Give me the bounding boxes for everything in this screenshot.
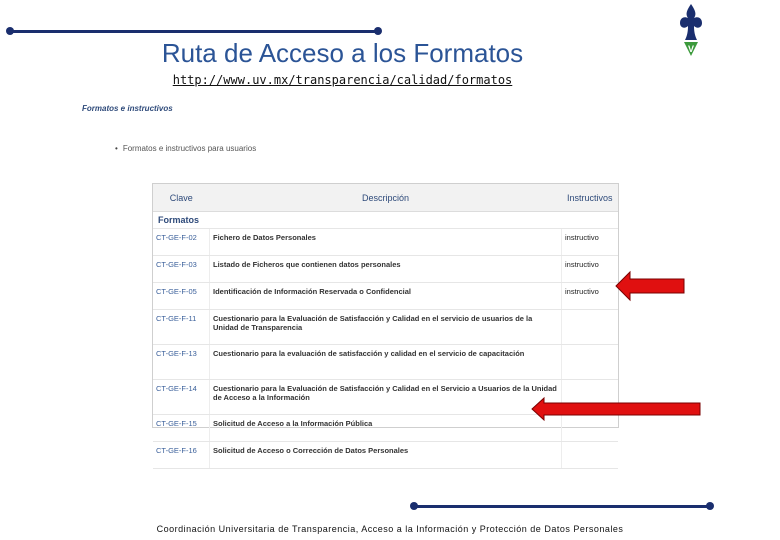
table-row [153,442,618,469]
row-instructivo-link[interactable]: instructivo [562,256,619,283]
table-group-label: Formatos [153,212,618,229]
table-row [153,256,618,283]
bottom-line-left-dot [410,502,418,510]
row-clave: CT-GE-F-02 [153,229,210,256]
column-header-clave: Clave [153,184,210,212]
red-arrow-icon [616,268,686,304]
bottom-line-right-dot [706,502,714,510]
table-row [153,229,618,256]
row-instructivo-cell [562,310,619,345]
row-clave: CT-GE-F-15 [153,415,210,442]
row-instructivo-cell [562,345,619,380]
formats-for-users-link[interactable]: • Formatos e instructivos para usuarios [115,144,256,153]
top-line-left-dot [6,27,14,35]
row-instructivo-link[interactable]: instructivo [562,229,619,256]
formats-table [152,183,619,455]
row-description-link[interactable]: Listado de Ficheros que contienen datos personales [210,256,562,283]
table-row [153,283,618,310]
row-instructivo-cell [562,442,619,469]
row-description-link[interactable]: Solicitud de Acceso a la Información Pública [210,415,562,442]
row-clave: CT-GE-F-11 [153,310,210,345]
section-heading: Formatos e instructivos [82,104,173,113]
footer-text: Coordinación Universitaria de Transparencia, Acceso a la Información y Protección de Datos Personales [156,524,624,534]
row-description-link[interactable]: Cuestionario para la evaluación de satisfacción y calidad en el servicio de capacitación [210,345,562,380]
row-description-link[interactable]: Solicitud de Acceso o Corrección de Datos Personales [210,442,562,469]
row-clave: CT-GE-F-05 [153,283,210,310]
bottom-decorative-line [414,505,710,508]
top-line-right-dot [374,27,382,35]
row-clave: CT-GE-F-13 [153,345,210,380]
column-header-instructivos: Instructivos [562,184,619,212]
row-description-link[interactable]: Cuestionario para la Evaluación de Satisfacción y Calidad en el servicio de usuarios de la Unidad de Transparencia [210,310,562,345]
row-clave: CT-GE-F-14 [153,380,210,415]
svg-text:V: V [687,44,695,54]
top-decorative-line [10,30,378,33]
table-row [153,310,618,345]
formats-url-link[interactable]: http://www.uv.mx/transparencia/calidad/formatos [172,73,513,87]
red-arrow-icon [532,396,702,422]
page-title: Ruta de Acceso a los Formatos [161,38,524,68]
row-description-link[interactable]: Identificación de Información Reservada o Confidencial [210,283,562,310]
row-description-link[interactable]: Cuestionario para la Evaluación de Satisfacción y Calidad en el Servicio a Usuarios de la Unidad de Acceso a la Información [210,380,562,415]
table-row [153,345,618,380]
row-clave: CT-GE-F-03 [153,256,210,283]
column-header-descripcion: Descripción [210,184,562,212]
row-instructivo-link[interactable]: instructivo [562,283,619,310]
row-clave: CT-GE-F-16 [153,442,210,469]
row-description-link[interactable]: Fichero de Datos Personales [210,229,562,256]
